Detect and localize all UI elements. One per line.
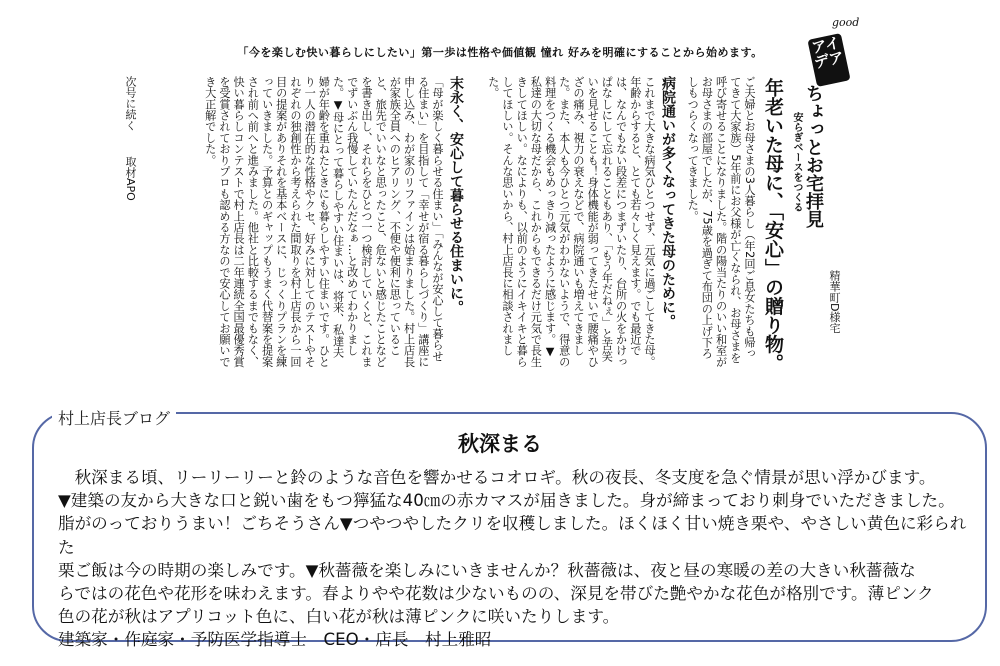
badge-good-text: good <box>832 16 860 29</box>
headline: 年老いた母に、「安心」の贈り物。 <box>762 78 784 373</box>
aidea-badge-logo: アイデア <box>807 33 850 87</box>
blog-line: 色の花が秋はアプリコット色に、白い花が秋は薄ピンクに咲いたりします。 <box>58 607 620 627</box>
blog-label: 村上店長ブログ <box>52 406 176 429</box>
blog-line: ▼建築の友から大きな口と鋭い歯をもつ獰猛な40㎝の赤カマスが届きました。身が締まっており刺身でいただきました。 <box>58 491 955 511</box>
blog-title: 秋深まる <box>458 432 542 456</box>
blog-body <box>58 466 970 652</box>
section1-heading: 病院通いが多くなってきた母のために。 <box>660 76 676 328</box>
blog-line: 秋深まる頃、リーリーリーと鈴のような音色を響かせるコオロギ。秋の夜長、冬支度を急ぐ情景が思い浮かびます。 <box>58 468 936 487</box>
series-title: ちょっとお宅拝見 <box>803 84 824 228</box>
blog-line: らではの花色や花形を味わえます。春よりやや花数は少ないものの、深見を帯びた艶やかな花色が格別です。薄ピンク <box>58 584 934 604</box>
location-label: 精華町D様宅 <box>828 270 841 334</box>
continued-note: 次号に続く <box>124 76 137 131</box>
blog-line: 栗ご飯は今の時期の楽しみです。▼秋薔薇を楽しみにいきませんか？秋薔薇は、夜と昼の寒暖の差の大きい秋薔薇な <box>58 560 916 580</box>
top-banner: 「今を楽しむ快い暮らしにしたい」第一歩は性格や価値観 憧れ 好みを明確にすることから始めます。 <box>237 46 763 59</box>
blog-signature: 建築家・作庭家・予防医学指導士 CEO・店長 村上雅昭 <box>58 630 492 650</box>
series-subtitle: 安らぎベースをつくる <box>791 112 802 212</box>
blog-line: 脂がのっておりうまい！ごちそうさん▼つやつやしたクリを収穫しました。ほくほく甘い焼き栗や、やさしい黄色に彩られた <box>58 514 967 557</box>
section2-text: 「母が楽しく暮らせる住まい」「みんなが安心して暮らせる住まい」を目指して「幸せが宿る暮らしづくり」講座に申し込み、わが家のリファインは始まりました。村上店長が家族全員へのヒアリング、不便や便利に思っていること、旅先でいいなと思ったこと、危ないと感じたことなどを書き出し、それらをひとつ一つ検討していくと、これまでずいぶん我慢していたんだなぁ…と改めてわかりました。▼母にとって暮らしやすい住まいは、将来、私達夫婦が年齢を重ねたときにも暮らしやすい住まいです。ひとり一人の潜在的な性格やクセ、好みに対してのテストやそれぞれの独創性から考えられた間取りを村上店長から一回目の提案がありそれを基本ベースに、じっくりプランを練っていきました。予算とのギャップもうまく代替案を提案され前へ前へと進みました。他社と比較するまでもなく、快い暮らしコンテストで村上店長は二年連続全国最優秀賞を受賞されておりプロも認める方なので安心してお願いでき大正解でした。 <box>203 76 444 368</box>
intro-text: ご夫婦とお母さまの3人暮らし（年2回ご息女たちも帰ってきて大家族）5年前にお父様が亡くなられ、お母さまを呼び寄せることになりました。階の陽当たりのいい和室がお母さまの部屋でしたが、75歳を過ぎて布団の上げ下ろしもつらくなってきました。 <box>686 76 756 368</box>
section2-heading: 末永く、安心して暮らせる住まいに。 <box>448 76 464 314</box>
credit-note: 取材APO <box>124 156 137 201</box>
section1-text: これまで大きな病気ひとつせず、元気に過ごしてきた母。年齢からすると、とても若々しく見えます。でも最近では、なんでもない段差につまずいたり、台所の火をかけっぱなしにして忘れることもあり、「もう年だねぇ」と苦笑いを見せることも！身体機能が弱ってきたせいで腰痛やひざの痛み、視力の衰えなどで、病院通いも増えてきました。また、本人も今ひとつ元気がわかないようで、得意の料理をつくる機会もめっきり減ったように感じます。▼私達の大切な母だから、これからもできるだけ元気で長生きしてほしい。なによりも、以前のようにイキイキと暮らしてほしい。そんな思いから、村上店長に相談されました。 <box>486 76 656 368</box>
